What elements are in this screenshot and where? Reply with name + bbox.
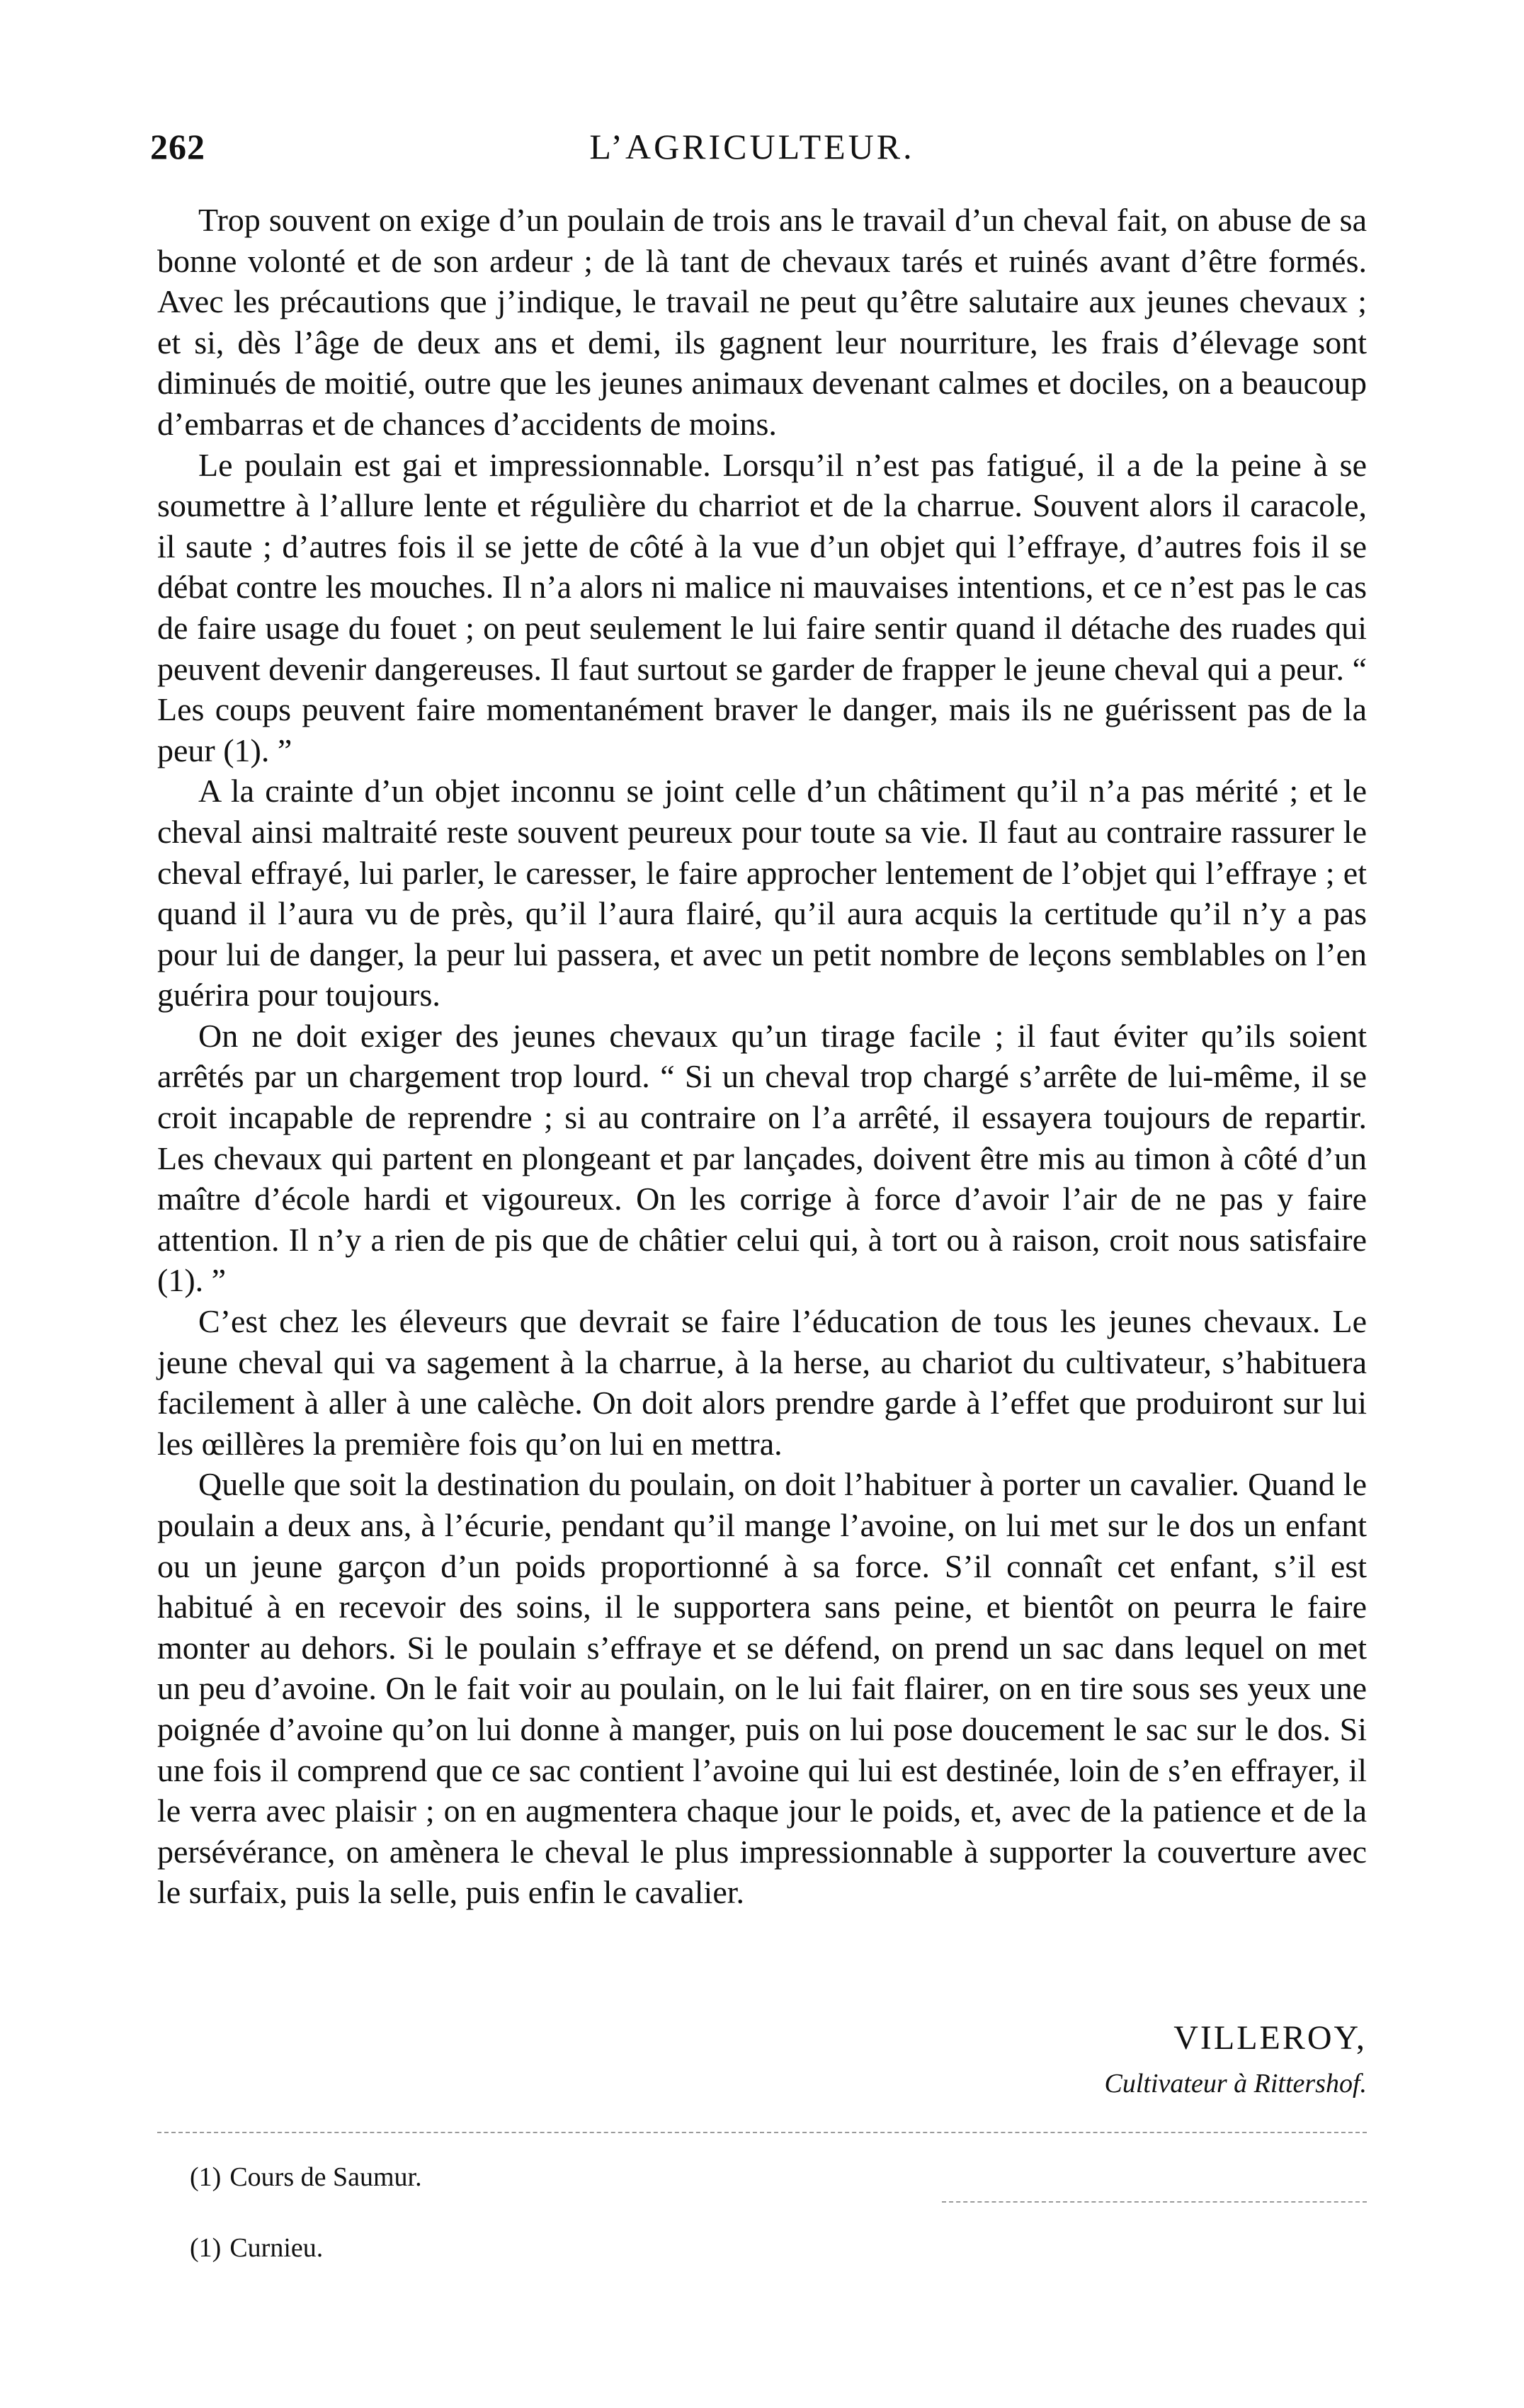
footnote-mark: (1) <box>190 2162 222 2192</box>
footnote <box>190 2160 422 2194</box>
paragraph: Trop souvent on exige d’un poulain de trois ans le travail d’un cheval fait, on abuse de sa bonne volonté et de son ardeur ; de là tant de chevaux tarés et ruinés avant d’être formés. Avec les précautions que j’indique, le travail ne peut qu’être salutaire aux jeunes chevaux ; et si, dès l’âge de deux ans et demi, ils gagnent leur nourriture, les frais d’élevage sont diminués de moitié, outre que les jeunes animaux devenant calmes et dociles, on a beaucoup d’embarras et de chances d’accidents de moins. <box>157 202 1367 442</box>
article-body <box>157 200 1367 1913</box>
footnote-divider <box>157 2132 1367 2133</box>
paragraph: C’est chez les éleveurs que devrait se faire l’éducation de tous les jeunes chevaux. Le jeune cheval qui va sagement à la charrue, à la herse, au chariot du cultivateur, s’habituera facilement à aller à une calèche. On doit alors prendre garde à l’effet que produiront sur lui les œillères la première fois qu’on lui en mettra. <box>157 1303 1367 1462</box>
running-title: L’AGRICULTEUR. <box>589 127 915 166</box>
footnote-text: Cours de Saumur. <box>229 2162 422 2192</box>
footnote-divider <box>942 2201 1367 2203</box>
paragraph: A la crainte d’un objet inconnu se joint celle d’un châtiment qu’il n’a pas mérité ; et le cheval ainsi maltraité reste souvent peureux pour toute sa vie. Il faut au contraire rassurer le cheval effrayé, lui parler, le caresser, le faire approcher lentement de l’objet qui l’effraye ; et quand il l’aura vu de près, qu’il l’aura flairé, qu’il aura acquis la certitude qu’il n’y a pas pour lui de danger, la peur lui passera, et avec un petit nombre de leçons semblables on l’en guérira pour toujours. <box>157 773 1367 1013</box>
paragraph: On ne doit exiger des jeunes chevaux qu’un tirage facile ; il faut éviter qu’ils soient arrêtés par un chargement trop lourd. “ Si un cheval trop chargé s’arrête de lui-même, il se croit incapable de reprendre ; si au contraire on l’a arrêté, il essayera toujours de repartir. Les chevaux qui partent en plongeant et par lançades, doivent être mis au timon à côté d’un maître d’école hardi et vigoureux. On les corrige à force d’avoir l’air de ne pas y faire attention. Il n’y a rien de pis que de châtier celui qui, à tort ou à raison, croit nous satisfaire (1). ” <box>157 1017 1367 1299</box>
paragraph: Quelle que soit la destination du poulain, on doit l’habituer à porter un cavalier. Quand le poulain a deux ans, à l’écurie, pendant qu’il mange l’avoine, on lui met sur le dos un enfant ou un jeune garçon d’un poids proportionné à sa force. S’il connaît cet enfant, s’il est habitué à en recevoir des soins, il le supportera sans peine, et bientôt on peurra le faire monter au dehors. Si le poulain s’effraye et se défend, on prend un sac dans lequel on met un peu d’avoine. On le fait voir au poulain, on le lui fait flairer, on en tire sous ses yeux une poignée d’avoine qu’on lui donne à manger, puis on lui pose doucement le sac sur le dos. Si une fois il comprend que ce sac contient l’avoine qui lui est destinée, loin de s’en effrayer, il le verra avec plaisir ; on en augmentera chaque jour le poids, et, avec de la patience et de la persévérance, on amènera le cheval le plus impressionnable à supporter la couverture avec le surfaix, puis la selle, puis enfin le cavalier. <box>157 1466 1367 1911</box>
footnote-text: Curnieu. <box>229 2233 324 2263</box>
author-signature <box>1105 2017 1367 2102</box>
author-role: Cultivateur à Rittershof. <box>1104 2069 1367 2099</box>
paragraph: Le poulain est gai et impressionnable. Lorsqu’il n’est pas fatigué, il a de la peine à se soumettre à l’allure lente et régulière du charriot et de la charrue. Souvent alors il caracole, il saute ; d’autres fois il se jette de côté à la vue d’un objet qui l’effraye, d’autres fois il se débat contre les mouches. Il n’a alors ni malice ni mauvaises intentions, et ce n’est pas le cas de faire usage du fouet ; on peut seulement le lui faire sentir quand il détache des ruades qui peuvent devenir dangereuses. Il faut surtout se garder de frapper le jeune cheval qui a peur. “ Les coups peuvent faire momentanément braver le danger, mais ils ne guérissent pas de la peur (1). ” <box>157 446 1367 768</box>
footnote <box>190 2231 323 2265</box>
page-number: 262 <box>150 127 205 166</box>
author-name: VILLEROY, <box>1173 2019 1367 2057</box>
footnote-mark: (1) <box>190 2233 222 2263</box>
page-header <box>150 126 1354 176</box>
